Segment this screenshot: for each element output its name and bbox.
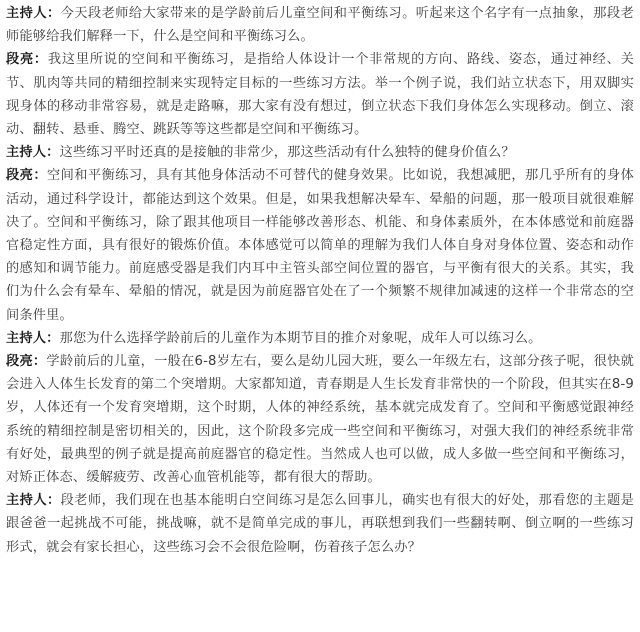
transcript-paragraph-host — [6, 489, 634, 559]
paragraph-text: 这些练习平时还真的是接触的非常少，那这些活动有什么独特的健身价值么？ — [59, 145, 515, 161]
speaker-label-guest: 段亮： — [6, 52, 48, 68]
paragraph-text: 我这里所说的空间和平衡练习，是指给人体设计一个非常规的方向、路线、姿态，通过神经、关节、肌肉等共同的精细控制来实现特定目标的一些练习方法。举一个例子说，我们站立状态下，用双脚实现身体的移动非常容易，就是走路嘛，那大家有没有想过，倒立状态下我们身体怎么实现移动。倒立、滚动、翻转、悬垂、腾空、跳跃等等这些都是空间和平衡练习。 — [6, 52, 634, 138]
paragraph-text: 空间和平衡练习，具有其他身体活动不可替代的健身效果。比如说，我想减肥，那几乎所有的身体活动，通过科学设计，都能达到这个效果。但是，如果我想解决晕车、晕船的问题，那一般项目就很难解决了。空间和平衡练习，除了跟其他项目一样能够改善形态、机能、和身体素质外，在本体感觉和前庭器官稳定性方面，具有很好的锻炼价值。本体感觉可以简单的理解为我们人体自身对身体位置、姿态和动作的感知和调节能力。前庭感受器是我们内耳中主管头部空间位置的器官，与平衡有很大的关系。其实，我们为什么会有晕车、晕船的情况，就是因为前庭器官处在了一个频繁不规律加减速的这样一个非常态的空间条件里。 — [6, 168, 634, 323]
speaker-label-host: 主持人： — [6, 6, 61, 21]
paragraph-text: 段老师，我们现在也基本能明白空间练习是怎么回事儿，确实也有很大的好处，那看您的主题是跟爸爸一起挑战不可能，挑战嘛，就不是简单完成的事儿，再联想到我们一些翻转啊、倒立啊的一些练习形式，就会有家长担心，这些练习会不会很危险啊，伤着孩子怎么办？ — [6, 493, 634, 555]
transcript-paragraph-guest — [6, 164, 634, 326]
speaker-label-guest: 段亮： — [6, 168, 47, 184]
transcript-paragraph-host — [6, 2, 634, 48]
speaker-label-host: 主持人： — [6, 493, 61, 509]
transcript-paragraph-host — [6, 141, 634, 164]
paragraph-text: 今天段老师给大家带来的是学龄前后儿童空间和平衡练习。听起来这个名字有一点抽象，那段老师能够给我们解释一下，什么是空间和平衡练习么。 — [6, 6, 634, 45]
speaker-label-guest: 段亮： — [6, 354, 47, 370]
transcript-paragraph-host — [6, 327, 634, 350]
transcript-paragraph-guest — [6, 350, 634, 489]
paragraph-text: 那您为什么选择学龄前后的儿童作为本期节目的推介对象呢，成年人可以练习么。 — [59, 330, 542, 346]
speaker-label-host: 主持人： — [6, 145, 60, 161]
paragraph-text: 学龄前后的儿童，一般在6-8岁左右，要么是幼儿园大班，要么一年级左右，这部分孩子呢，很快就会进入人体生长发育的第二个突增期。大家都知道，青春期是人生长发育非常快的一个阶段，但其实在8-9岁，人体还有一个发育突增期，这个时期，人体的神经系统，基本就完成发育了。空间和平衡感觉跟神经系统的精细控制是密切相关的，因此，这个阶段多完成一些空间和平衡练习，对强大我们的神经系统非常有好处，最典型的例子就是提高前庭器官的稳定性。当然成人也可以做，成人多做一些空间和平衡练习，对矫正体态、缓解疲劳、改善心血管机能等，都有很大的帮助。 — [6, 354, 634, 486]
transcript-paragraph-guest — [6, 48, 634, 141]
speaker-label-host: 主持人： — [6, 330, 60, 346]
